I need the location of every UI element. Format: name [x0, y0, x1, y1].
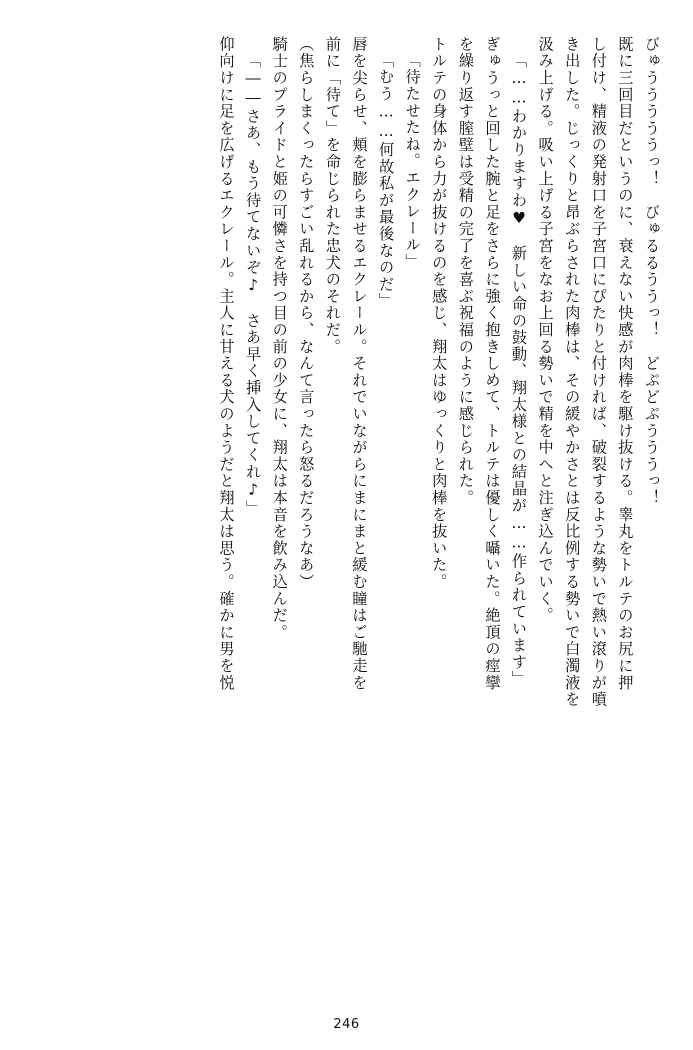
- text-line: 既に三回目だというのに、衰えない快感が肉棒を駆け抜ける。睾丸をトルテのお尻に押: [616, 36, 635, 692]
- text-line: 騎士のプライドと姫の可憐さを持つ目の前の少女に、翔太は本音を飲み込んだ。: [270, 36, 289, 641]
- text-line: を繰り返す膣壁は受精の完了を喜ぶ祝福のように感じられた。: [456, 36, 475, 507]
- body-text: [28, 36, 665, 976]
- text-line: （焦らしまくったらすごい乱れるから、なんて言ったら怒るだろうなあ）: [297, 36, 316, 591]
- text-line: 唇を尖らせ、頬を膨らませるエクレール。それでいながらにまにまと緩む瞳はご馳走を: [350, 36, 369, 692]
- text-line: し付け、精液の発射口を子宮口にぴたりと付ければ、破裂するような勢いで熱い滾りが噴: [589, 36, 608, 708]
- text-line: 「待たせたね。エクレール」: [403, 52, 422, 271]
- text-line: ぎゅうっと回した腕と足をさらに強く抱きしめて、トルテは優しく囁いた。絶頂の痙攣: [483, 36, 502, 692]
- text-line: 「――さあ、もう待てないぞ♪ さあ早く挿入してくれ♪」: [244, 52, 263, 517]
- text-line: き出した。じっくりと昂ぶらされた肉棒は、その緩やかさとは反比例する勢いで白濁液を: [563, 36, 582, 708]
- text-line: 「むう……何故私が最後なのだ」: [377, 52, 396, 310]
- text-line: 汲み上げる。吸い上げる子宮をなお上回る勢いで精を中へと注ぎ込んでいく。: [536, 36, 555, 624]
- text-line: 「……わかりますわ♥ 新しい命の鼓動、翔太様との結晶が……作られています」: [510, 52, 529, 688]
- text-line: びゅうううううっ！ びゅるるううっ！ どぷどぷうううっ！: [643, 36, 661, 507]
- text-line: 前に「待て」を命じられた忠犬のそれだ。: [323, 36, 342, 356]
- text-line: トルテの身体から力が抜けるのを感じ、翔太はゆっくりと肉棒を抜いた。: [430, 36, 449, 591]
- page-number: 246: [333, 1017, 360, 1032]
- text-line: 仰向けに足を広げるエクレール。主人に甘える犬のようだと翔太は思う。確かに男を悦: [217, 36, 236, 692]
